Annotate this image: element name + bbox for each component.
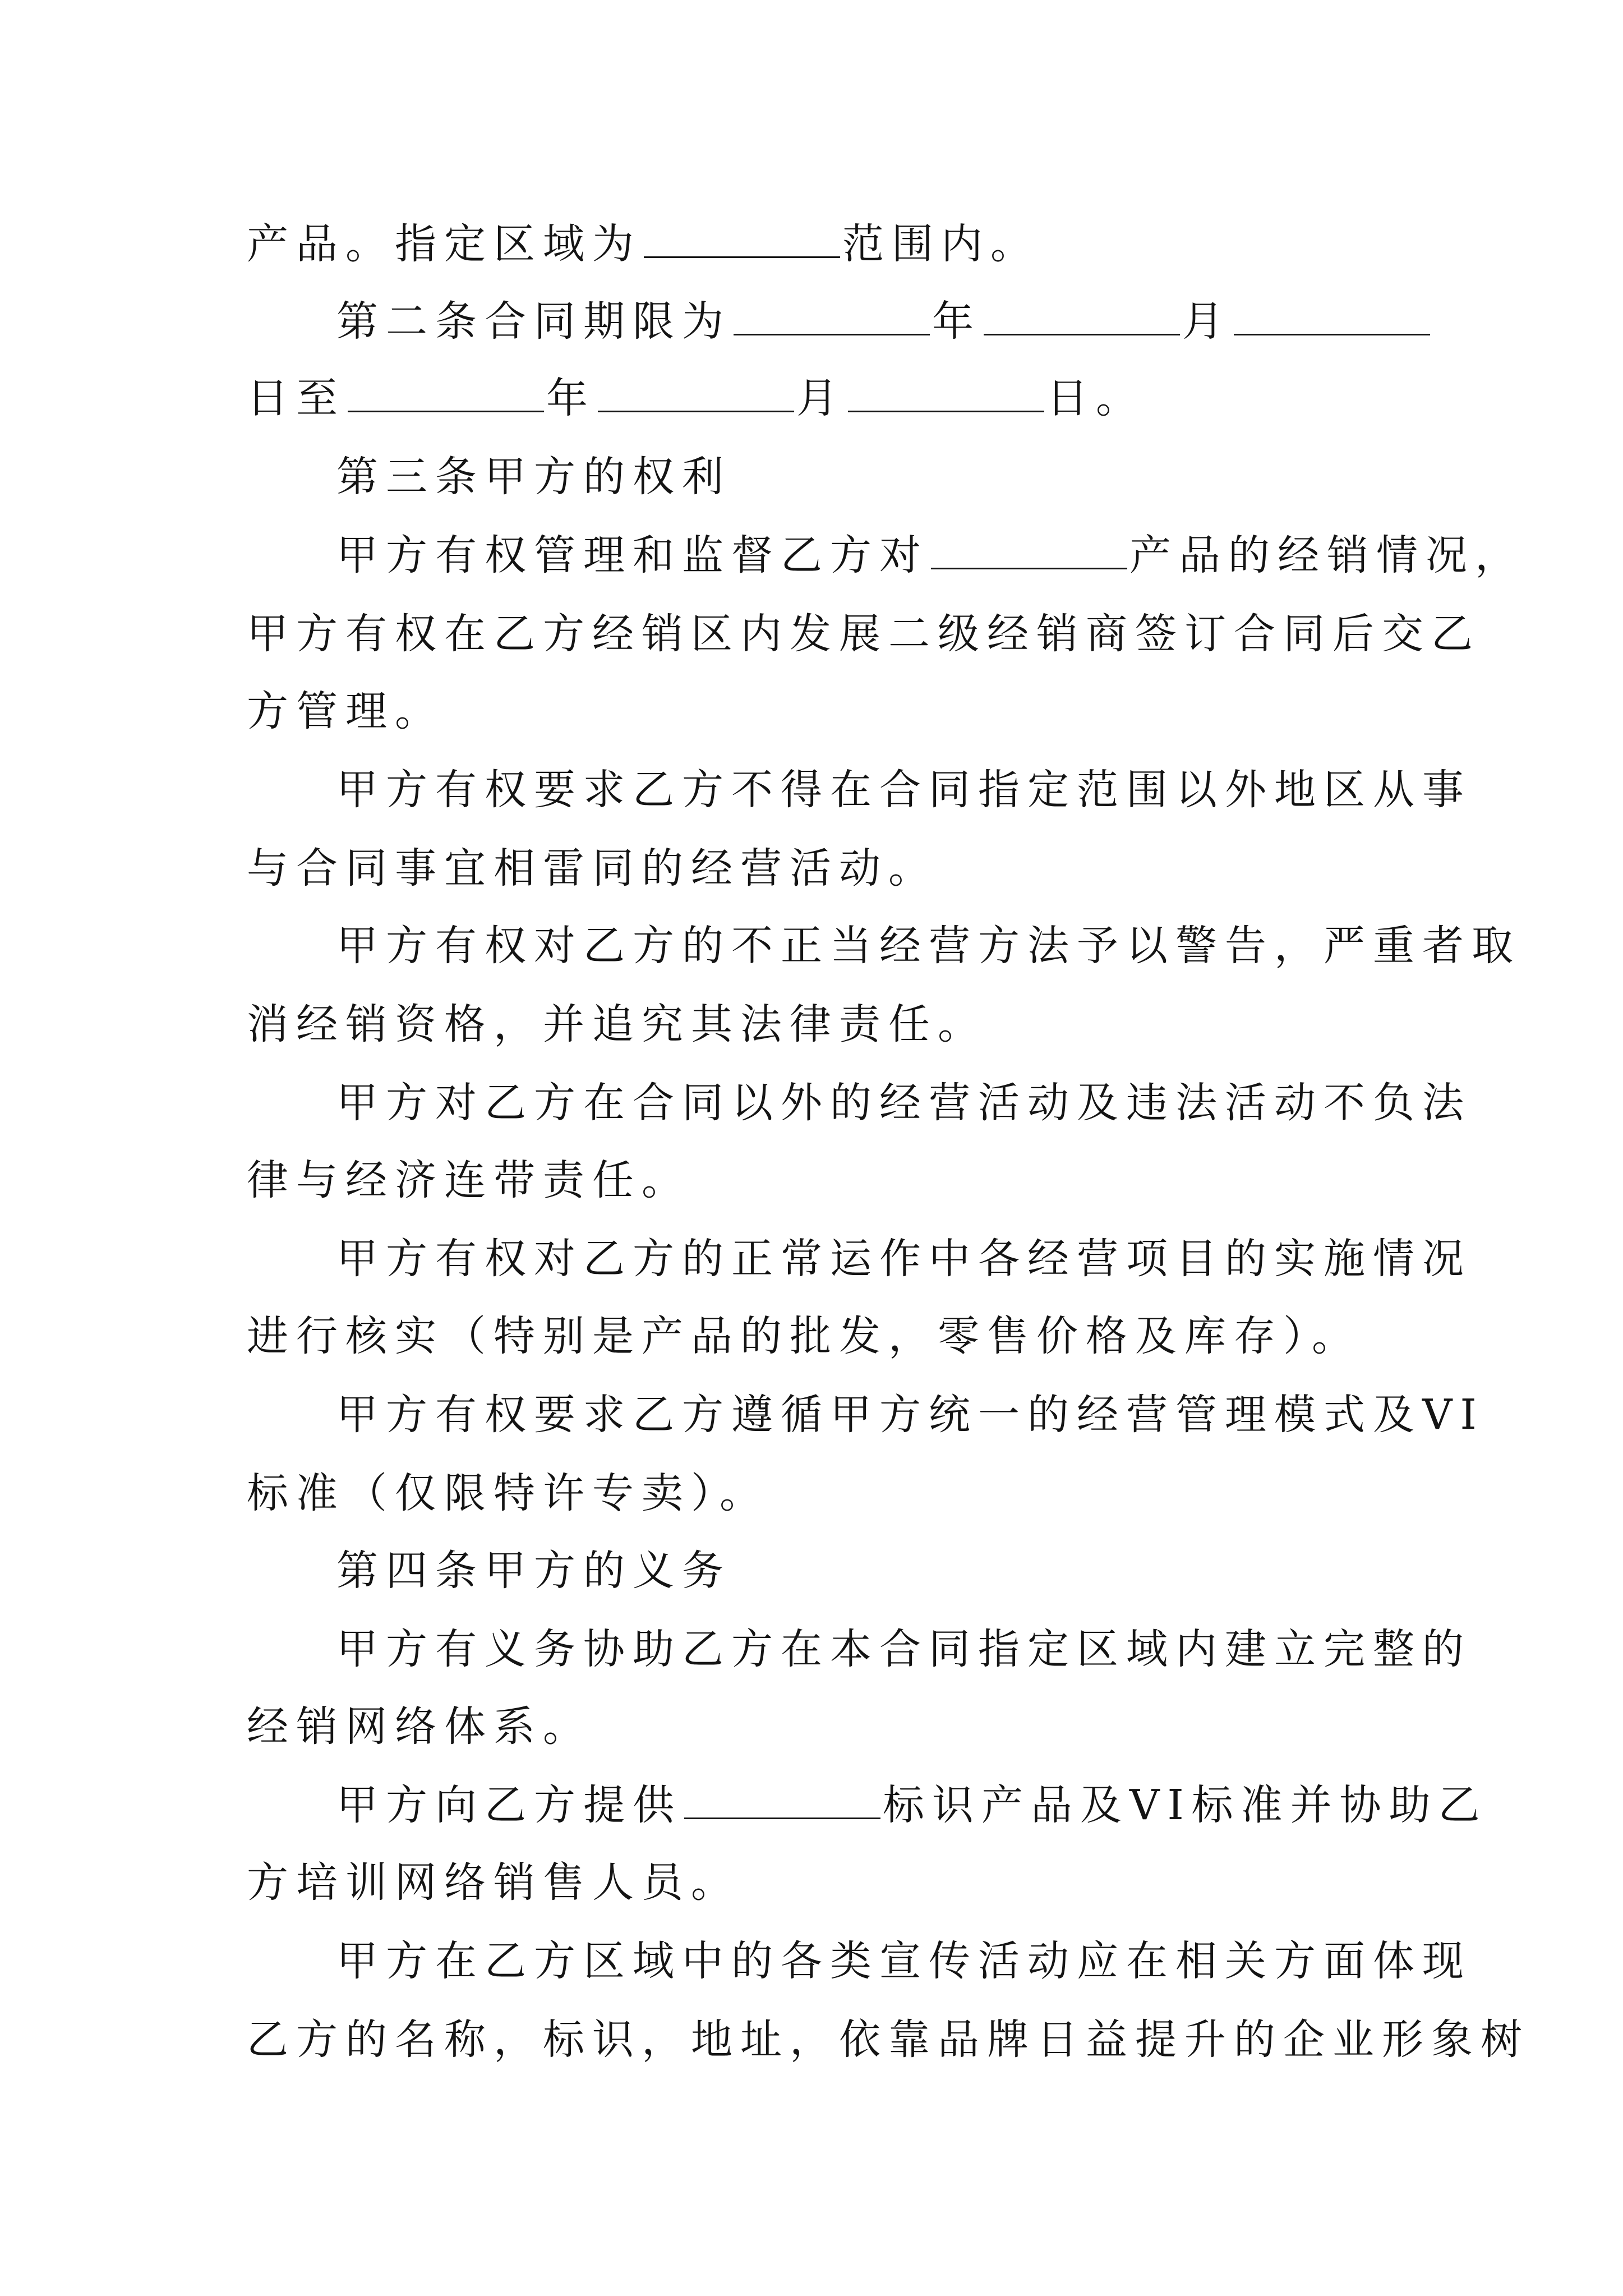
fill-in-blank bbox=[1234, 297, 1430, 335]
text-line bbox=[247, 367, 1623, 429]
text-line: 消经销资格，并追究其法律责任。 bbox=[247, 1000, 987, 1048]
text-segment: 产品。指定区域为 bbox=[247, 220, 642, 268]
fill-in-blank bbox=[931, 531, 1127, 569]
text-segment: 标识产品及VI标准并协助乙 bbox=[883, 1781, 1488, 1829]
text-line: 甲方有权对乙方的不正当经营方法予以警告，严重者取 bbox=[336, 922, 1521, 970]
fill-in-blank bbox=[644, 219, 840, 258]
text-line bbox=[247, 213, 1623, 275]
text-segment: 产品的经销情况， bbox=[1129, 531, 1524, 579]
text-line: 与合同事宜相雷同的经营活动。 bbox=[247, 844, 938, 892]
text-line: 方管理。 bbox=[247, 687, 444, 735]
article-4-heading: 第四条甲方的义务 bbox=[336, 1547, 731, 1595]
text-segment: 范围内。 bbox=[842, 220, 1040, 268]
text-line: 标准（仅限特许专卖）。 bbox=[247, 1469, 769, 1517]
fill-in-blank bbox=[598, 374, 794, 412]
text-line: 甲方对乙方在合同以外的经营活动及违法活动不负法 bbox=[336, 1079, 1472, 1127]
text-line: 乙方的名称，标识，地址，依靠品牌日益提升的企业形象树 bbox=[247, 2016, 1530, 2064]
text-line: 甲方在乙方区域中的各类宣传活动应在相关方面体现 bbox=[336, 1937, 1472, 1985]
article-2-heading bbox=[336, 291, 1623, 352]
text-segment: 月 bbox=[796, 374, 846, 422]
fill-in-blank bbox=[984, 297, 1180, 335]
text-line: 甲方有权在乙方经销区内发展二级经销商签订合同后交乙 bbox=[247, 610, 1481, 658]
article-3-heading: 第三条甲方的权利 bbox=[336, 453, 731, 501]
text-line: 方培训网络销售人员。 bbox=[247, 1858, 740, 1907]
text-line bbox=[336, 1774, 1623, 1836]
text-segment: 日。 bbox=[1046, 374, 1145, 422]
text-segment: 甲方向乙方提供 bbox=[336, 1781, 682, 1829]
text-line: 甲方有义务协助乙方在本合同指定区域内建立完整的 bbox=[336, 1625, 1472, 1673]
text-line bbox=[336, 524, 1623, 586]
text-line: 经销网络体系。 bbox=[247, 1703, 592, 1751]
text-segment: 年 bbox=[932, 297, 981, 346]
fill-in-blank bbox=[684, 1780, 880, 1819]
text-segment: 年 bbox=[546, 374, 596, 422]
fill-in-blank bbox=[348, 374, 544, 412]
text-segment: 月 bbox=[1182, 297, 1232, 346]
text-segment: 日至 bbox=[247, 374, 345, 422]
text-line: 律与经济连带责任。 bbox=[247, 1156, 691, 1204]
text-line: 甲方有权对乙方的正常运作中各经营项目的实施情况 bbox=[336, 1235, 1472, 1283]
text-line: 甲方有权要求乙方不得在合同指定范围以外地区从事 bbox=[336, 766, 1472, 814]
fill-in-blank bbox=[734, 297, 930, 335]
text-segment: 甲方有权管理和监督乙方对 bbox=[336, 531, 929, 579]
text-segment: 第二条合同期限为 bbox=[336, 297, 731, 346]
fill-in-blank bbox=[848, 374, 1044, 412]
text-line: 甲方有权要求乙方遵循甲方统一的经营管理模式及VI bbox=[336, 1391, 1484, 1439]
text-line: 进行核实（特别是产品的批发，零售价格及库存）。 bbox=[247, 1312, 1361, 1360]
